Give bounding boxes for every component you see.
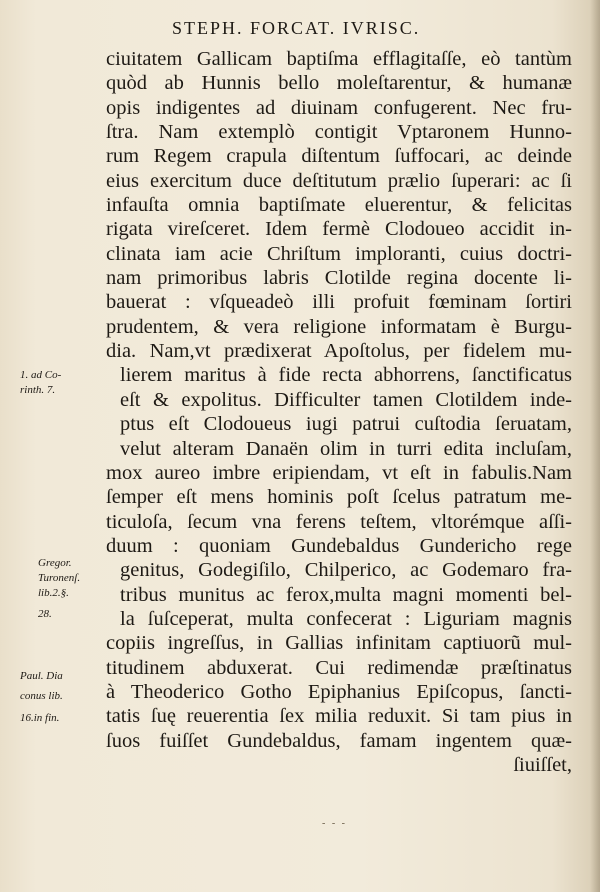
text-line: infauſta omnia baptiſmate eluerentur, & felicitas: [106, 194, 572, 217]
text-line: lierem maritus à fide recta abhorrens, ſanctificatus: [120, 364, 572, 387]
text-line: bauerat : vſqueadeò illi profuit fœminam ſortiri: [106, 291, 572, 314]
text-line: genitus, Godegiſilo, Chilperico, ac Godemaro fra-: [120, 559, 572, 582]
text-line: à Theoderico Gotho Epiphanius Epiſcopus, ſancti-: [106, 680, 572, 703]
text-line: rum Regem crapula diſtentum ſuffocari, ac deinde: [106, 145, 572, 168]
margin-note-gregory-line2: Turonenſ.: [38, 572, 81, 584]
text-line: ticuloſa, ſecum vna ferens teſtem, vltorémque aſſi-: [106, 510, 572, 533]
text-line: eſt & expolitus. Difficulter tamen Clotildem inde-: [120, 388, 572, 411]
text-line: copiis ingreſſus, in Gallias infinitam captiuorũ mul-: [106, 632, 572, 655]
text-line: duum : quoniam Gundebaldus Gundericho rege: [106, 534, 572, 557]
page-edge-shadow: [590, 0, 600, 892]
text-line: eius exercitum duce deſtitutum prælio ſuperari: ac ſi: [106, 169, 572, 192]
text-line: nam primoribus labris Clotilde regina docente li-: [106, 267, 572, 290]
text-line: ſtra. Nam extemplò contigit Vptaronem Hunno-: [106, 121, 572, 144]
margin-note-paulus-line3: 16.in fin.: [20, 712, 60, 724]
bottom-dash-mark: - - -: [322, 818, 347, 829]
text-line: tribus munitus ac ferox,multa magni momenti bel-: [120, 583, 572, 606]
main-text-block: [106, 47, 572, 777]
text-line: ſemper eſt mens hominis poſt ſcelus patratum me-: [106, 486, 572, 509]
text-line: ſuos fuiſſet Gundebaldus, famam ingentem quæ-: [106, 729, 572, 752]
margin-note-corinthians-line2: rinth. 7.: [20, 384, 56, 396]
running-head: STEPH. FORCAT. IVRISC.: [172, 18, 421, 38]
text-line: clinata iam acie Chriſtum imploranti, cuius doctri-: [106, 242, 572, 265]
text-line: rigata vireſceret. Idem fermè Clodoueo accidit in-: [106, 218, 572, 241]
text-line: velut alteram Danaën olim in turri edita incluſam,: [120, 437, 572, 460]
margin-note-gregory-line1: Gregor.: [38, 557, 72, 569]
margin-note-paulus-line1: Paul. Dia: [20, 670, 63, 682]
text-line: titudinem abduxerat. Cui redimendæ præſtinatus: [106, 656, 572, 679]
text-line: dia. Nam,vt prædixerat Apoſtolus, per fidelem mu-: [106, 340, 572, 363]
margin-note-corinthians-line1: 1. ad Co-: [20, 369, 62, 381]
margin-note-gregory-line4: 28.: [38, 608, 52, 620]
text-line: ciuitatem Gallicam baptiſma efflagitaſſe, eò tantùm: [106, 48, 572, 70]
text-line: ptus eſt Clodoueus iugi patrui cuſtodia ſeruatam,: [120, 413, 572, 436]
text-line: opis indigentes ad diuinam confugerent. Nec fru-: [106, 96, 572, 119]
text-line: tatis ſuę reuerentia ſex milia reduxit. Si tam pius in: [106, 705, 572, 728]
text-line: quòd ab Hunnis bello moleſtarentur, & humanæ: [106, 72, 572, 95]
text-line: la ſuſceperat, multa confecerat : Liguriam magnis: [120, 607, 572, 630]
text-line: mox aureo imbre eripiendam, vt eſt in fabulis.Nam: [106, 461, 572, 484]
text-line: prudentem, & vera religione informatam è Burgu-: [106, 315, 572, 338]
margin-note-paulus-line2: conus lib.: [20, 690, 63, 702]
text-line: ſiuiſſet,: [513, 753, 572, 776]
margin-note-gregory-line3: lib.2.§.: [38, 587, 69, 599]
